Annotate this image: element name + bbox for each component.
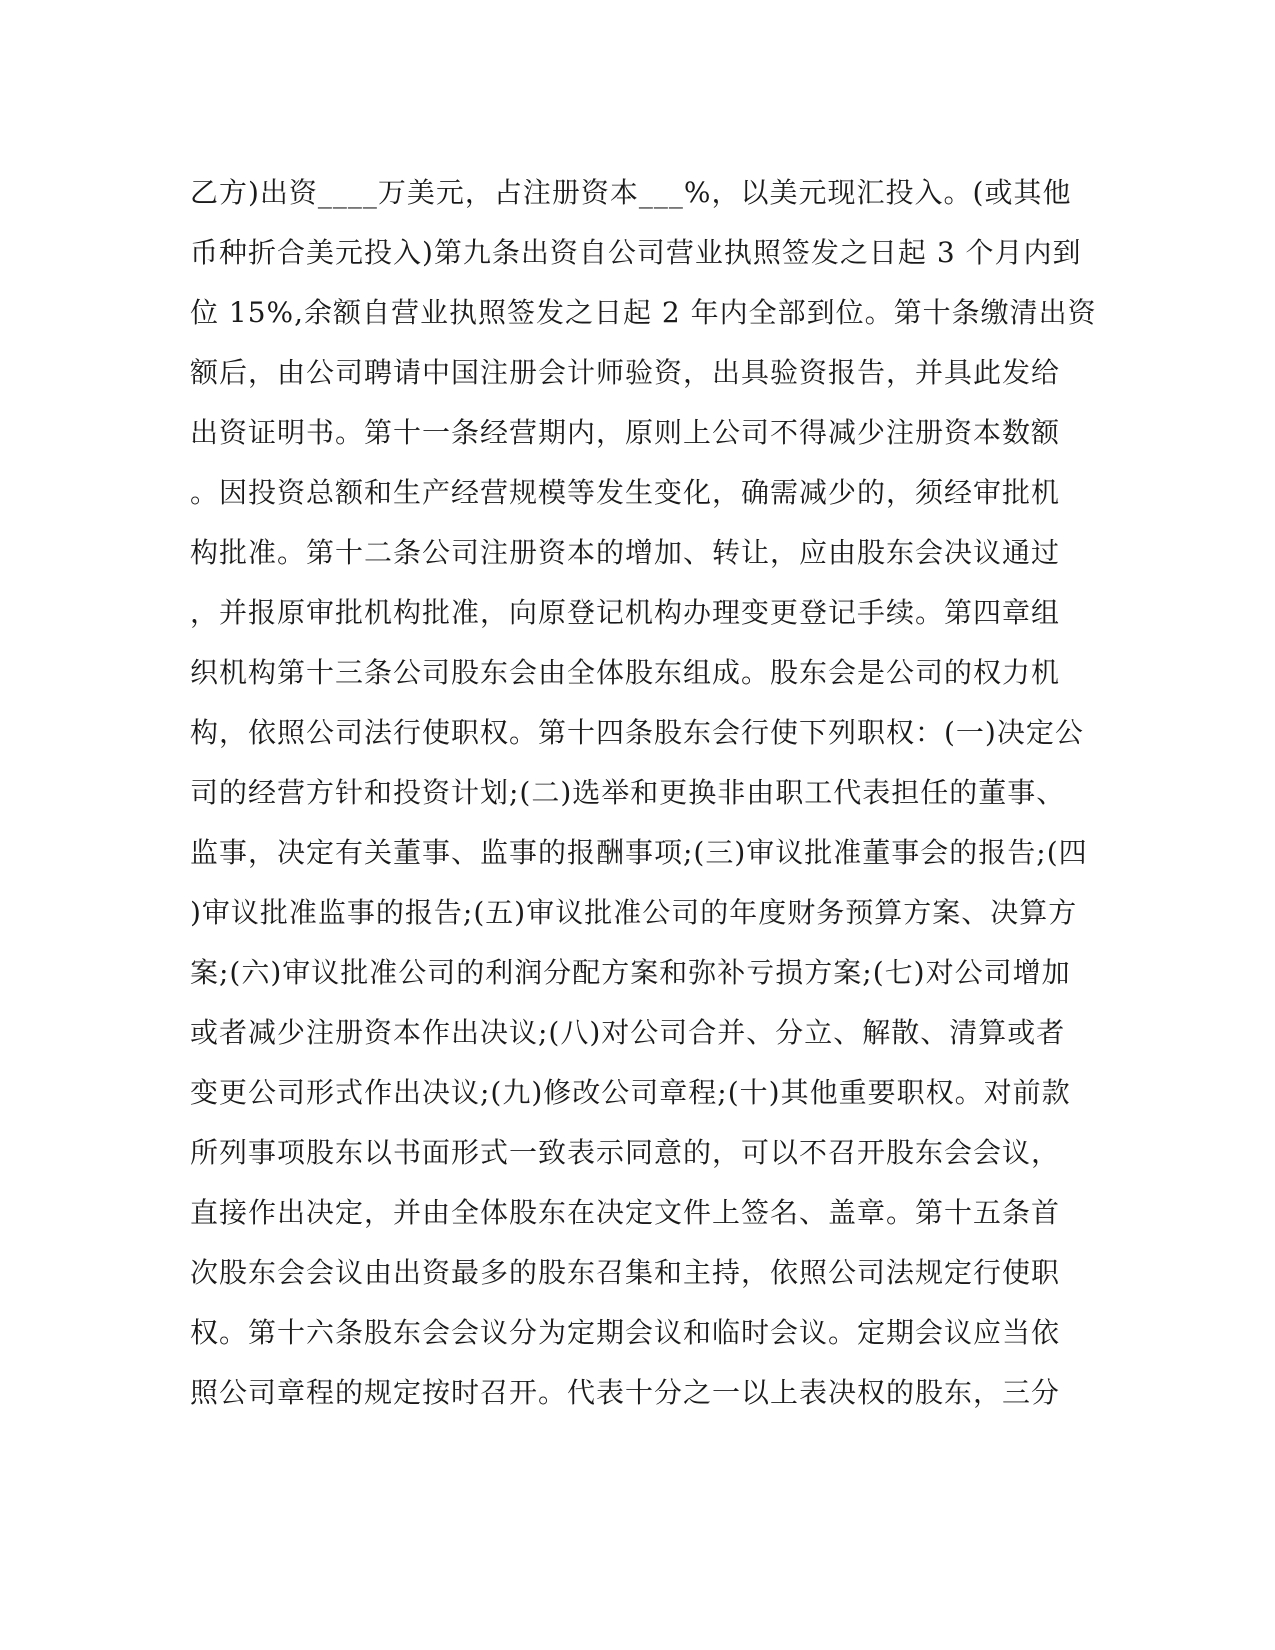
text-line: 织机构第十三条公司股东会由全体股东组成。股东会是公司的权力机 <box>190 656 1061 689</box>
text-line: 构批准。第十二条公司注册资本的增加、转让，应由股东会决议通过 <box>190 536 1061 569</box>
text-line: 直接作出决定，并由全体股东在决定文件上签名、盖章。第十五条首 <box>190 1196 1061 1229</box>
text-line: 构，依照公司法行使职权。第十四条股东会行使下列职权：(一)决定公 <box>190 716 1084 749</box>
text-line: 出资证明书。第十一条经营期内，原则上公司不得减少注册资本数额 <box>190 416 1061 449</box>
text-line: 次股东会会议由出资最多的股东召集和主持，依照公司法规定行使职 <box>190 1256 1061 1289</box>
text-line: 照公司章程的规定按时召开。代表十分之一以上表决权的股东，三分 <box>190 1376 1061 1409</box>
text-line: 位 15%,余额自营业执照签发之日起 2 年内全部到位。第十条缴清出资 <box>190 296 1097 329</box>
body-text <box>190 163 1097 1423</box>
text-line: 。因投资总额和生产经营规模等发生变化，确需减少的，须经审批机 <box>190 476 1061 509</box>
text-line: 所列事项股东以书面形式一致表示同意的，可以不召开股东会会议， <box>190 1136 1061 1169</box>
text-line: )审议批准监事的报告;(五)审议批准公司的年度财务预算方案、决算方 <box>190 896 1078 929</box>
text-line: 司的经营方针和投资计划;(二)选举和更换非由职工代表担任的董事、 <box>190 776 1066 809</box>
text-line: 或者减少注册资本作出决议;(八)对公司合并、分立、解散、清算或者 <box>190 1016 1066 1049</box>
text-line: ，并报原审批机构批准，向原登记机构办理变更登记手续。第四章组 <box>190 596 1061 629</box>
text-line: 监事，决定有关董事、监事的报酬事项;(三)审议批准董事会的报告;(四 <box>190 836 1088 869</box>
text-line: 额后，由公司聘请中国注册会计师验资，出具验资报告，并具此发给 <box>190 356 1061 389</box>
text-line: 乙方)出资____万美元，占注册资本___%，以美元现汇投入。(或其他 <box>190 176 1072 209</box>
text-line: 变更公司形式作出决议;(九)修改公司章程;(十)其他重要职权。对前款 <box>190 1076 1071 1109</box>
text-line: 权。第十六条股东会会议分为定期会议和临时会议。定期会议应当依 <box>190 1316 1061 1349</box>
text-line: 案;(六)审议批准公司的利润分配方案和弥补亏损方案;(七)对公司增加 <box>190 956 1071 989</box>
text-line: 币种折合美元投入)第九条出资自公司营业执照签发之日起 3 个月内到 <box>190 236 1082 269</box>
